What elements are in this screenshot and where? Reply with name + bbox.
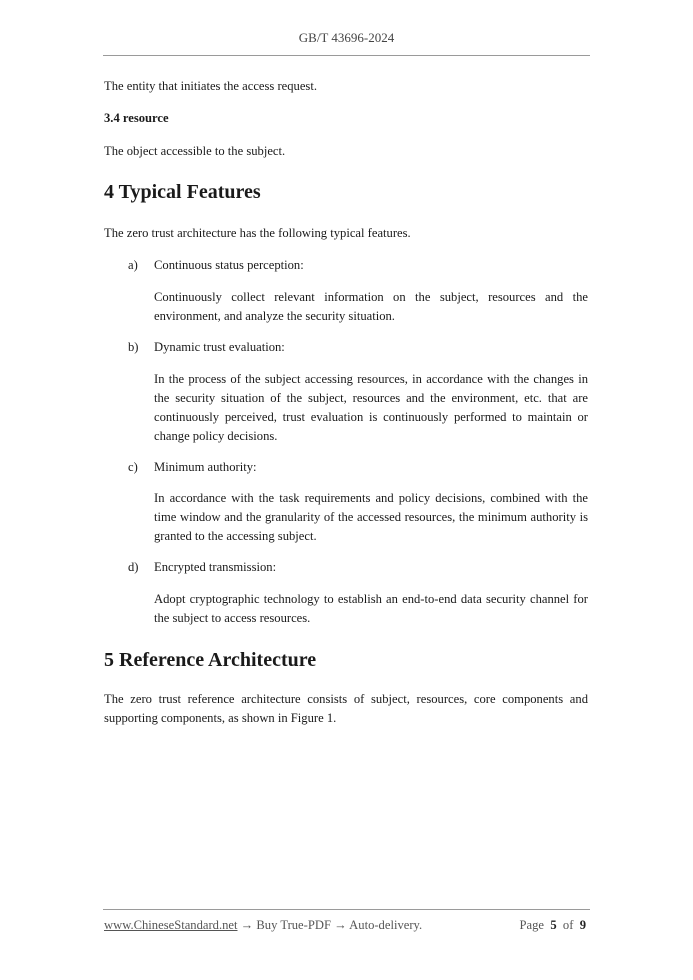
- feature-c-text: In accordance with the task requirements and policy decisions, combined with the time window and the granularity of the accessed resources, the minimum authority is granted to the accessing subject.: [154, 491, 588, 543]
- section-4-intro: The zero trust architecture has the following typical features.: [104, 226, 411, 240]
- section-5-title: 5 Reference Architecture: [104, 649, 317, 671]
- footer-promo: [104, 918, 422, 933]
- of-word: of: [562, 918, 574, 932]
- feature-d-title: Encrypted transmission:: [154, 560, 277, 574]
- page-current: 5: [550, 918, 557, 932]
- feature-c-label: c): [128, 460, 138, 474]
- section-5-intro: The zero trust reference architecture consists of subject, resources, core components and supporting components, as shown in Figure 1.: [104, 692, 588, 725]
- buy-true-pdf-text: Buy True-PDF: [256, 918, 331, 932]
- auto-delivery-text: Auto-delivery.: [349, 918, 423, 932]
- site-link[interactable]: www.ChineseStandard.net: [104, 918, 238, 932]
- arrow-icon: →: [240, 918, 254, 932]
- page-word: Page: [519, 918, 545, 932]
- feature-a-text: Continuously collect relevant information on the subject, resources and the environment, and analyze the security situation.: [154, 290, 588, 323]
- resource-definition: The object accessible to the subject.: [104, 144, 286, 158]
- footer-divider: [103, 909, 590, 910]
- feature-b-label: b): [128, 340, 139, 354]
- feature-d-label: d): [128, 560, 139, 574]
- feature-b-text: In the process of the subject accessing resources, in accordance with the changes in the security situation of the subject, resources and the environment, etc. that are continuously perceived, trust evaluation is continuously performed to maintain or change policy decisions.: [154, 372, 588, 443]
- term-3-4-heading: 3.4 resource: [104, 111, 169, 125]
- section-4-title: 4 Typical Features: [104, 181, 261, 203]
- feature-d-text: Adopt cryptographic technology to establish an end-to-end data security channel for the subject to access resources.: [154, 592, 588, 625]
- subject-definition: The entity that initiates the access request.: [104, 79, 317, 93]
- feature-b-title: Dynamic trust evaluation:: [154, 340, 285, 354]
- arrow-icon: →: [334, 918, 347, 932]
- header-divider: [103, 55, 590, 56]
- page-total: 9: [579, 918, 586, 932]
- feature-a-label: a): [128, 258, 138, 272]
- header-standard-id: GB/T 43696-2024: [298, 30, 395, 45]
- page-indicator: [520, 918, 586, 933]
- feature-c-title: Minimum authority:: [154, 460, 257, 474]
- feature-a-title: Continuous status perception:: [154, 258, 304, 272]
